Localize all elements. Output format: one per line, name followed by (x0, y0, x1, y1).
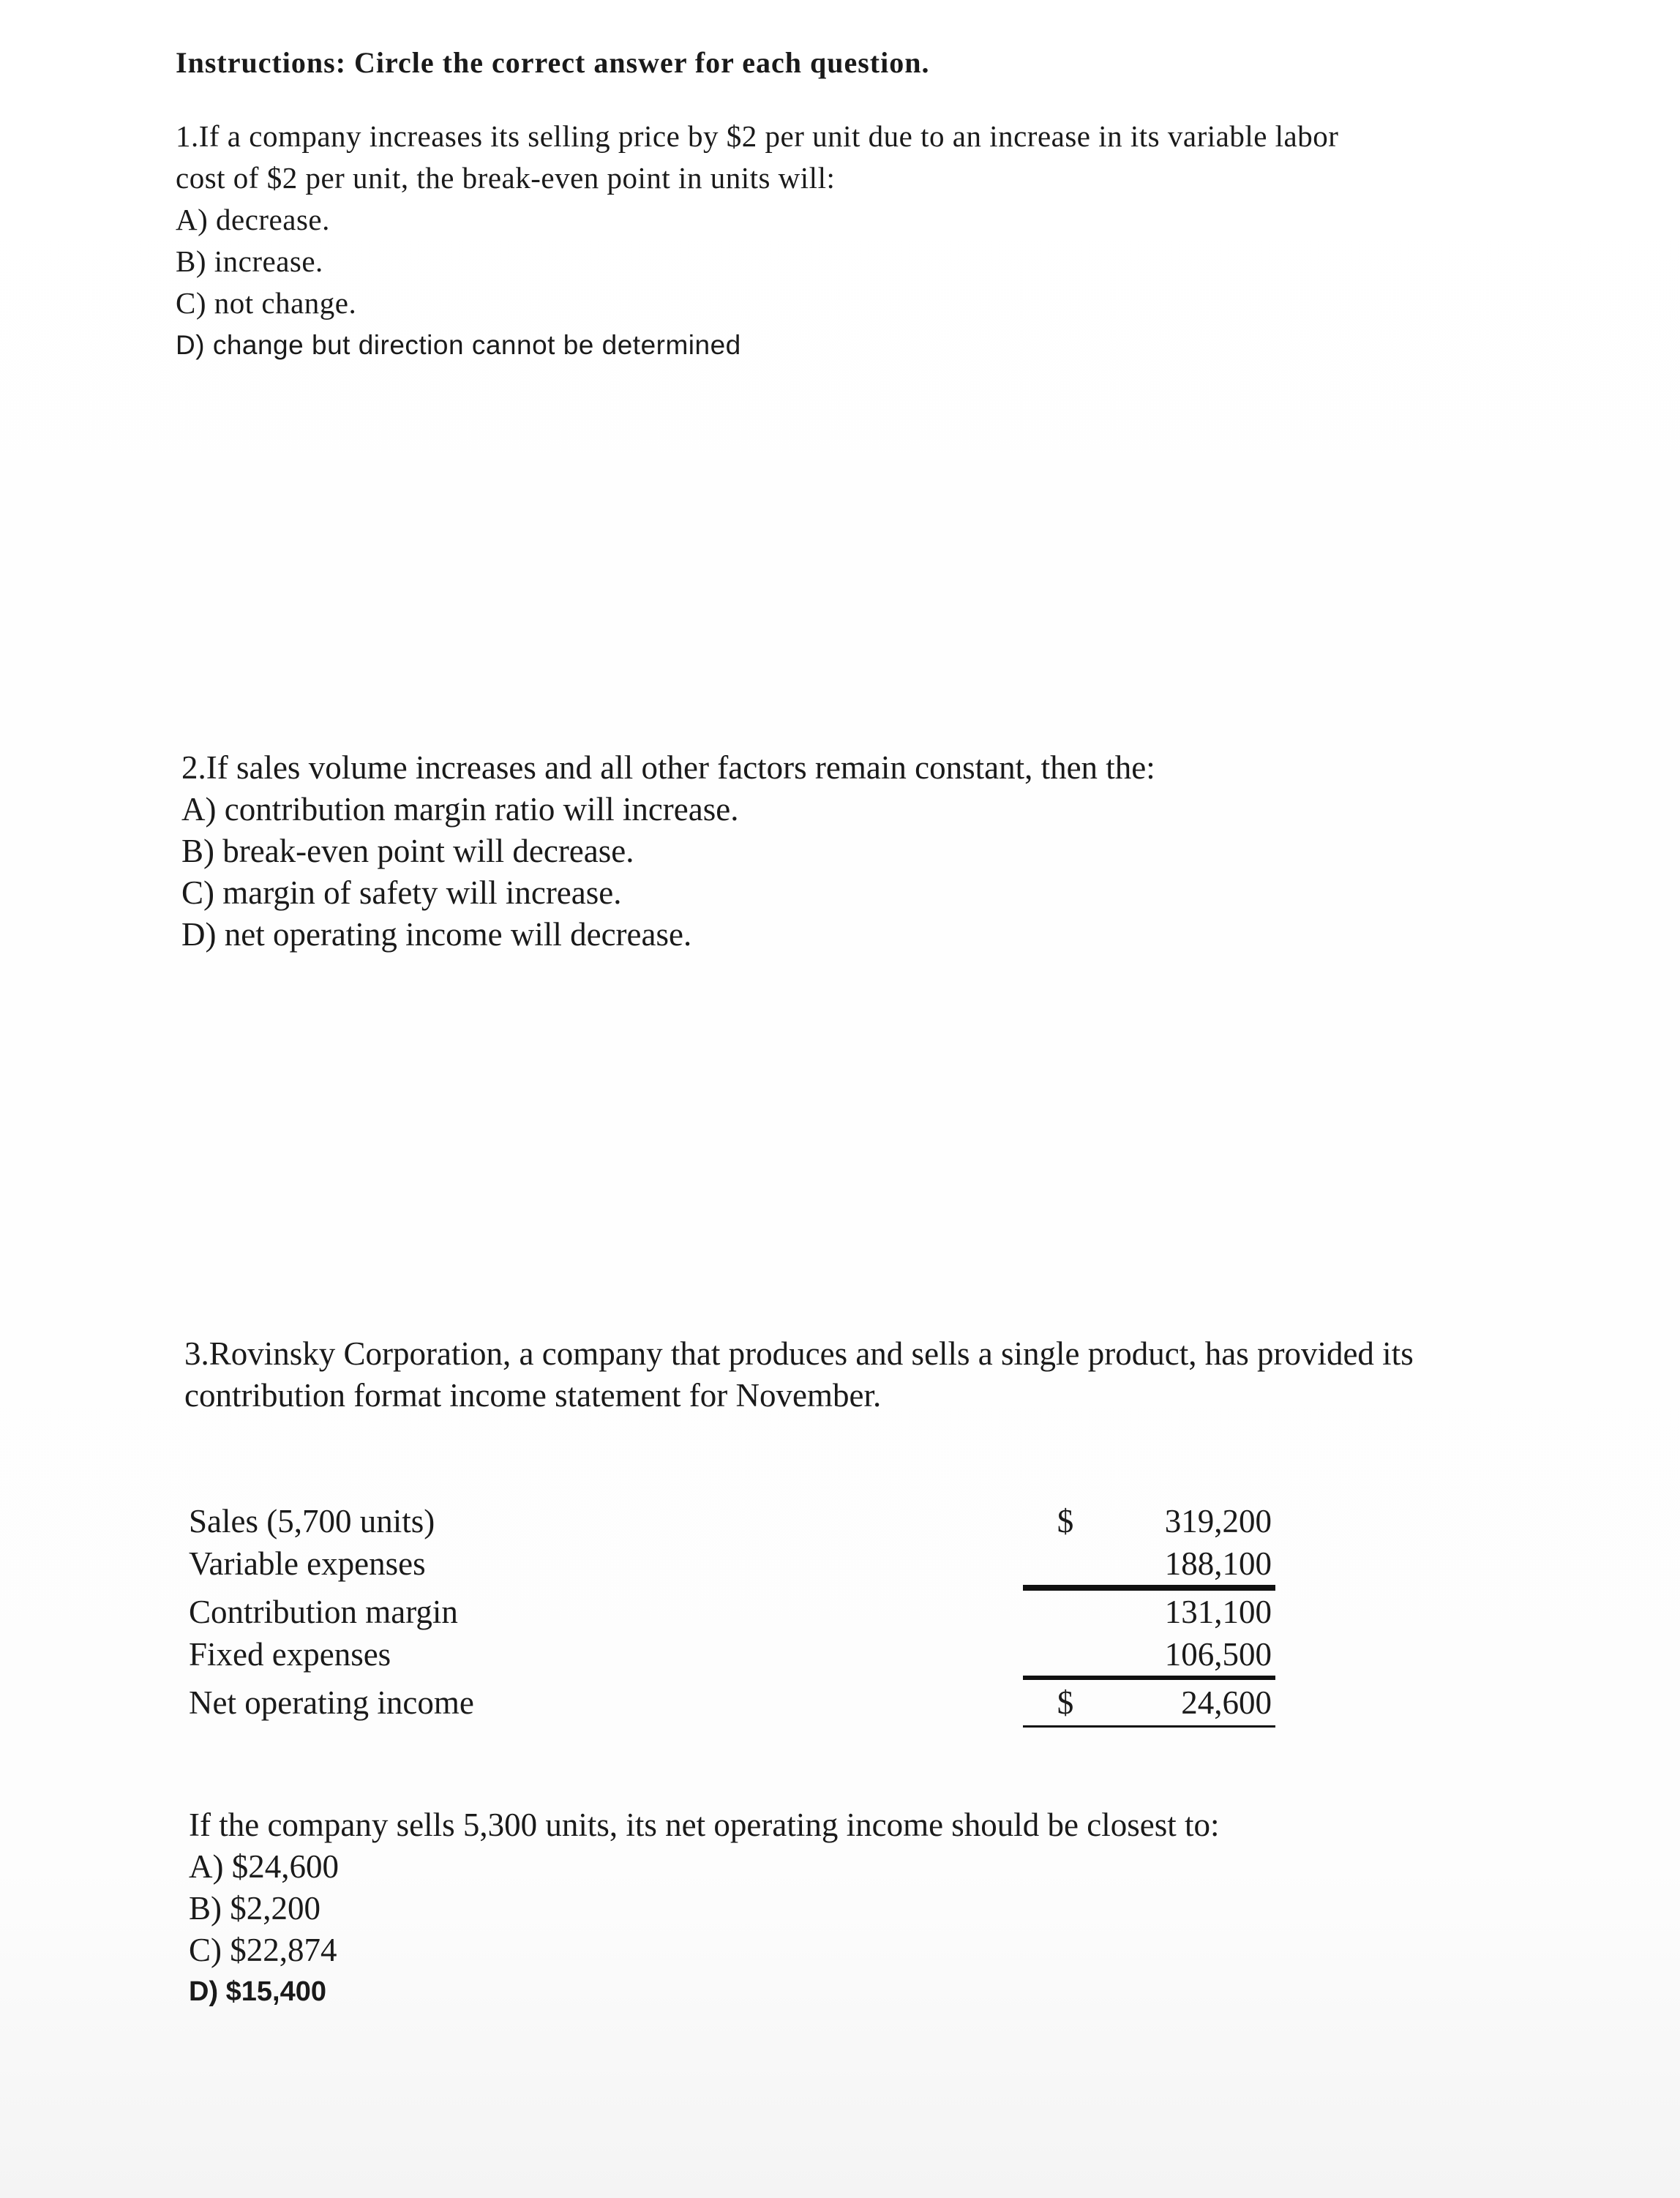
question-2-option-a[interactable]: A) contribution margin ratio will increase. (181, 791, 739, 828)
statement-row-fixed-expenses (189, 1633, 391, 1676)
subtotal-rule (1023, 1676, 1275, 1680)
statement-label: Variable expenses (189, 1545, 426, 1582)
total-rule (1023, 1725, 1275, 1728)
statement-label: Sales (5,700 units) (189, 1503, 435, 1539)
question-3-option-b[interactable]: B) $2,200 (189, 1890, 320, 1927)
question-1-option-d[interactable]: D) change but direction cannot be determined (176, 330, 741, 360)
statement-currency: $ (1057, 1684, 1074, 1721)
question-3-option-d[interactable]: D) $15,400 (189, 1976, 327, 2007)
question-1-text-line-1: 1.If a company increases its selling price by $2 per unit due to an increase in its variable labor (176, 119, 1339, 153)
question-2-option-b[interactable]: B) break-even point will decrease. (181, 833, 634, 869)
statement-label: Net operating income (189, 1684, 474, 1721)
statement-row-sales (189, 1500, 435, 1542)
statement-row-contribution-margin (189, 1591, 458, 1633)
question-3-option-c[interactable]: C) $22,874 (189, 1932, 337, 1968)
question-2-option-c[interactable]: C) margin of safety will increase. (181, 874, 622, 911)
income-statement (189, 1500, 1272, 1734)
statement-amount: 188,100 (1164, 1545, 1272, 1582)
question-1-option-b[interactable]: B) increase. (176, 244, 323, 278)
question-2 (181, 747, 1155, 956)
statement-label: Contribution margin (189, 1594, 458, 1630)
subtotal-rule (1023, 1585, 1275, 1591)
statement-row-variable-expenses (189, 1542, 426, 1585)
question-2-option-d[interactable]: D) net operating income will decrease. (181, 916, 692, 953)
question-2-text: 2.If sales volume increases and all other factors remain constant, then the: (181, 749, 1155, 786)
question-3-text-line-1: 3.Rovinsky Corporation, a company that produces and sells a single product, has provided its (184, 1335, 1414, 1372)
statement-currency: $ (1057, 1503, 1074, 1539)
question-3-followup (189, 1804, 1220, 2013)
question-1 (176, 116, 1338, 366)
instructions: Instructions: Circle the correct answer for each question. (176, 46, 930, 79)
question-3 (184, 1333, 1414, 1417)
question-1-option-a[interactable]: A) decrease. (176, 203, 330, 236)
question-1-text-line-2: cost of $2 per unit, the break-even point in units will: (176, 161, 836, 195)
statement-amount: 319,200 (1164, 1503, 1272, 1539)
question-3-text-line-2: contribution format income statement for November. (184, 1377, 882, 1414)
statement-row-net-operating-income (189, 1681, 474, 1724)
question-1-option-c[interactable]: C) not change. (176, 286, 357, 320)
question-3-option-a[interactable]: A) $24,600 (189, 1848, 339, 1885)
statement-amount: 106,500 (1164, 1636, 1272, 1673)
question-3-followup-text: If the company sells 5,300 units, its net operating income should be closest to: (189, 1807, 1220, 1843)
statement-label: Fixed expenses (189, 1636, 391, 1673)
statement-amount: 24,600 (1181, 1684, 1272, 1721)
statement-amount: 131,100 (1164, 1594, 1272, 1630)
